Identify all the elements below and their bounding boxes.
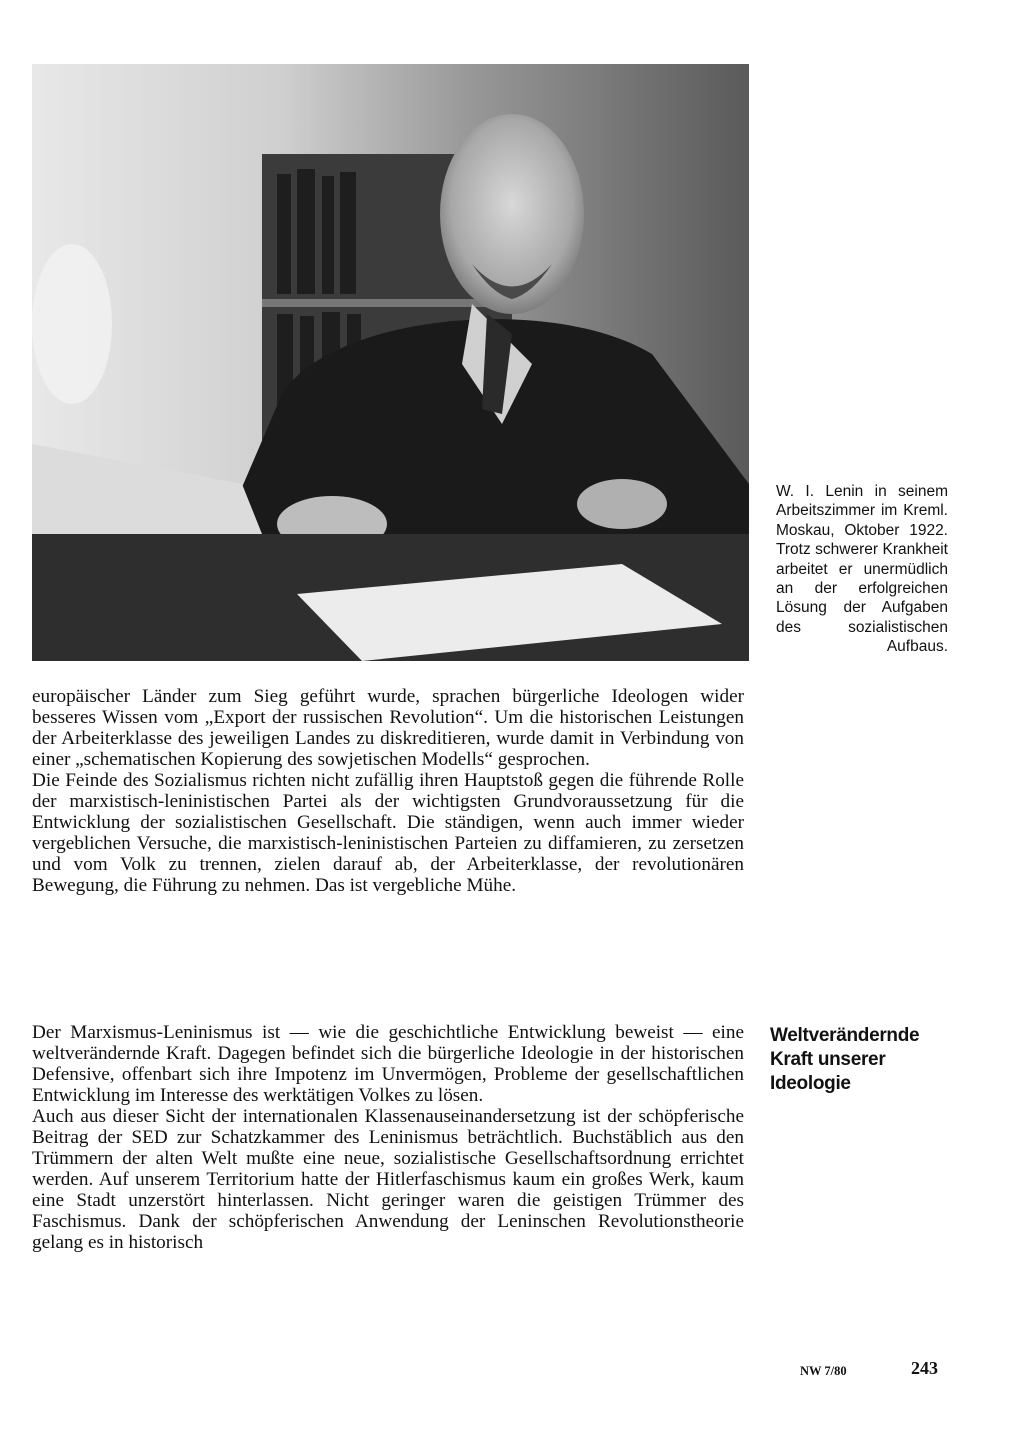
page-number: 243 xyxy=(911,1358,938,1378)
photo-illustration xyxy=(32,64,749,661)
paragraph-marxism-leninism: Der Marxismus-Leninismus ist — wie die geschichtliche Entwicklung beweist — eine weltverändernde Kraft. Dagegen befindet sich die bürgerliche Ideologie in der historischen Defensive, offenbart sich ihre Impotenz im Unvermögen, Probleme der gesellschaftlichen Entwicklung im Interesse des werktätigen Volkes zu lösen. xyxy=(32,1022,744,1106)
photo-caption: W. I. Lenin in seinem Arbeitszimmer im Kreml. Moskau, Oktober 1922. Trotz schwerer Krankheit arbeitet er unermüdlich an der erfolgreichen Lösung der Aufgaben des sozialistischen Aufbaus. xyxy=(776,483,948,656)
paragraph-export-revolution: europäischer Länder zum Sieg geführt wurde, sprachen bürgerliche Ideologen wider besseres Wissen vom „Export der russischen Revolution“. Um die historischen Leistungen der Arbeiterklasse des jeweiligen Landes zu diskreditieren, wurde damit in Verbindung von einer „schematischen Kopierung des sowjetischen Modells“ gesprochen. xyxy=(32,686,744,770)
text-column-1 xyxy=(32,686,744,896)
lenin-portrait-photo xyxy=(32,64,749,661)
paragraph-enemies-of-socialism: Die Feinde des Sozialismus richten nicht zufällig ihren Hauptstoß gegen die führende Rolle der marxistisch-leninistischen Partei als der wichtigsten Grundvoraussetzung für die Entwicklung der sozialistischen Gesellschaft. Die ständigen, wenn auch immer wieder vergeblichen Versuche, die marxistisch-leninistischen Parteien zu diffamieren, zu zersetzen und vom Volk zu trennen, zielen darauf ab, der Arbeiterklasse, der revolutionären Bewegung, die Führung zu nehmen. Das ist vergebliche Mühe. xyxy=(32,770,744,896)
section-heading: Weltverändernde Kraft unserer Ideologie xyxy=(770,1025,920,1094)
magazine-issue: NW 7/80 xyxy=(800,1364,847,1378)
text-column-2 xyxy=(32,1022,744,1253)
paragraph-sed-contribution: Auch aus dieser Sicht der internationalen Klassenauseinandersetzung ist der schöpferische Beitrag der SED zur Schatzkammer des Leninismus beträchtlich. Buchstäblich aus den Trümmern der alten Welt mußte eine neue, sozialistische Gesellschaftsordnung errichtet werden. Auf unserem Territorium hatte der Hitlerfaschismus kaum ein großes Werk, kaum eine Stadt unzerstört hinterlassen. Nicht geringer waren die geistigen Trümmer des Faschismus. Dank der schöpferischen Anwendung der Leninschen Revolutionstheorie gelang es in historisch xyxy=(32,1106,744,1253)
